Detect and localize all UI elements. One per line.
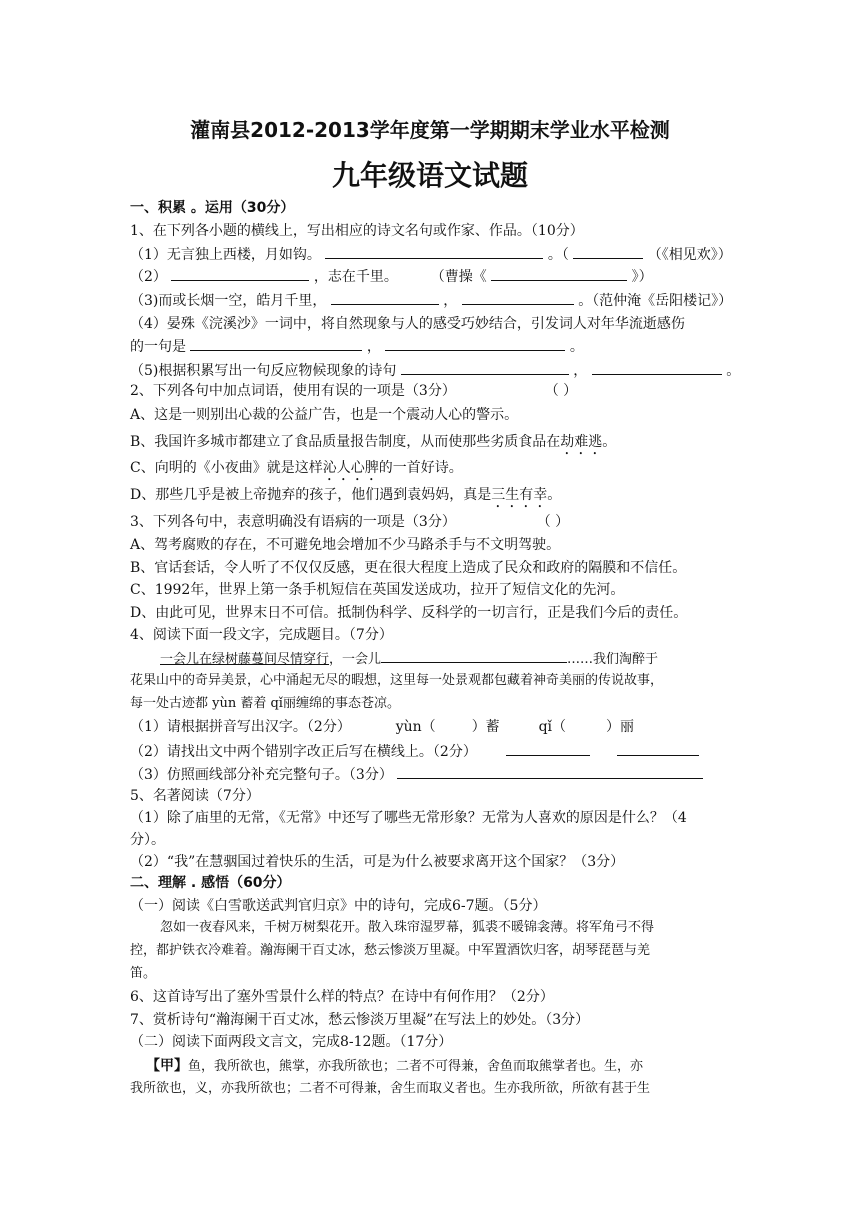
part1-heading: （一）阅读《白雪歌送武判官归京》中的诗句，完成6-7题。（5分） <box>130 898 547 914</box>
q2-b-end: 。 <box>602 434 617 450</box>
q2-option-b <box>130 432 616 458</box>
q4-yun-label: yùn（ <box>395 719 436 735</box>
answer-blank[interactable] <box>385 336 565 351</box>
q1-line4: （4）晏殊《浣溪沙》一词中，将自然现象与人的感受巧妙结合，引发词人对年华流逝感伤 <box>130 316 685 332</box>
q3-option-c: C、1992年，世界上第一条手机短信在英国发送成功，拉开了短信文化的先河。 <box>130 582 625 598</box>
exam-subtitle: 九年级语文试题 <box>331 159 528 192</box>
q2-b-dotted-word: 劫难逃 <box>560 434 603 450</box>
q4-sub1-text: （1）请根据拼音写出汉字。（2分） <box>130 719 351 735</box>
answer-blank[interactable] <box>325 244 543 259</box>
q1-line1 <box>130 244 732 265</box>
q2-answer-paren[interactable]: （ ） <box>544 383 578 399</box>
q5-sub2: （2）“我”在慧骃国过着快乐的生活，可是为什么被要求离开这个国家？（3分） <box>130 854 625 870</box>
q3-option-d: D、由此可见，世界末日不可信。抵制伪科学、反科学的一切言行，正是我们今后的责任。 <box>130 605 688 621</box>
section-1-heading: 一、积累 。运用（30分） <box>130 200 295 216</box>
q3-answer-paren[interactable]: （ ） <box>536 514 570 530</box>
q2-b-text: B、我国许多城市都建立了食品质量报告制度，从而使那些劣质食品在 <box>130 434 561 450</box>
q3-option-b: B、官话套话，令人听了不仅仅反感，更在很大程度上造成了民众和政府的隔膜和不信任。 <box>130 560 687 576</box>
q4-passage-line1 <box>160 648 658 670</box>
q1-line3 <box>130 290 732 311</box>
q2-c-dotted-word: 沁人心脾 <box>322 460 379 476</box>
q1-5-end: 。 <box>726 363 741 379</box>
q4-sub3-text: （3）仿照画线部分补充完整句子。（3分） <box>130 767 393 783</box>
q1-line4b <box>130 336 584 357</box>
poem-line2: 控，都护铁衣冷难着。瀚海阑干百丈冰，愁云惨淡万里凝。中军置酒饮归客，胡琴琵琶与羌 <box>130 943 651 958</box>
q2-option-d <box>130 485 561 511</box>
q2-c-text: C、向明的《小夜曲》就是这样 <box>130 460 323 476</box>
q5-stem: 5、名著阅读（7分） <box>130 788 260 804</box>
q5-sub1-cont: 分）。 <box>130 832 165 848</box>
answer-blank[interactable] <box>331 290 439 305</box>
q1-2-end: 》） <box>631 269 653 285</box>
q4-passage-line3: 每一处古迹都 yùn 蓄着 qǐ丽缠绵的事态苍凉。 <box>130 696 400 711</box>
q4-sub2-text: （2）请找出文中两个错别字改正后写在横线上。（2分） <box>130 744 477 760</box>
answer-blank[interactable] <box>381 648 567 663</box>
q5-sub1: （1）除了庙里的无常，《无常》中还写了哪些无常形象？无常为人喜欢的原因是什么？（4 <box>130 810 687 826</box>
q1-1-mid: 。（ <box>547 247 569 263</box>
q1-5-text: （5)根据积累写出一句反应物候现象的诗句 <box>130 363 397 379</box>
exam-title: 灌南县2012-2013学年度第一学期期末学业水平检测 <box>190 118 670 142</box>
answer-blank[interactable] <box>617 741 699 756</box>
section-2-heading: 二、理解 . 感悟（60分） <box>130 875 291 891</box>
answer-blank[interactable] <box>462 290 574 305</box>
answer-blank[interactable] <box>506 741 590 756</box>
q4-underlined-phrase: 一会儿在绿树藤蔓间尽情穿行 <box>160 652 330 667</box>
q3-stem-line <box>130 512 569 532</box>
q1-2-text: （2） <box>130 269 167 285</box>
answer-blank[interactable] <box>592 360 722 375</box>
q2-d-end: 。 <box>547 487 562 503</box>
answer-blank[interactable] <box>491 266 627 281</box>
q1-2-mid: ，志在千里。 <box>313 269 398 285</box>
q1-line5 <box>130 360 740 381</box>
q2-stem: 2、下列各句中加点词语，使用有误的一项是（3分） <box>130 383 456 399</box>
q1-1-text: （1）无言独上西楼，月如钩。 <box>130 247 321 263</box>
q1-line2 <box>130 266 653 287</box>
q4-p1-mid: ，一会儿 <box>329 652 382 667</box>
q2-c-end: 的一首好诗。 <box>378 460 463 476</box>
q1-stem: 1、在下列各小题的横线上，写出相应的诗文名句或作家、作品。（10分） <box>130 223 584 239</box>
q2-d-text: D、那些几乎是被上帝抛弃的孩子，他们遇到袁妈妈，真是 <box>130 487 492 503</box>
part2-heading: （二）阅读下面两段文言文，完成8-12题。（17分） <box>130 1034 453 1050</box>
q2-option-a: A、这是一则别出心裁的公益广告，也是一个震动人心的警示。 <box>130 407 519 423</box>
q1-3-end: 。（范仲淹《岳阳楼记》） <box>578 293 733 309</box>
q1-1-end: （《相见欢》） <box>647 247 732 263</box>
q4-sub1 <box>130 717 634 737</box>
answer-blank[interactable] <box>397 764 703 779</box>
answer-blank[interactable] <box>401 360 569 375</box>
q4-sub3 <box>130 764 703 785</box>
poem-line1: 忽如一夜春风来，千树万树梨花开。散入珠帘湿罗幕，狐裘不暖锦衾薄。将军角弓不得 <box>160 920 655 935</box>
q1-5-mid: ， <box>573 363 588 379</box>
q4-qi-label: qǐ（ <box>538 719 567 735</box>
answer-blank[interactable] <box>171 266 309 281</box>
q1-4-end: 。 <box>569 339 584 355</box>
jia-text1: 鱼，我所欲也，熊掌，亦我所欲也；二者不可得兼，舍鱼而取熊掌者也。生，亦 <box>188 1059 644 1074</box>
answer-blank[interactable] <box>190 336 362 351</box>
q1-2-author: （曹操《 <box>430 269 487 285</box>
q6: 6、这首诗写出了塞外雪景什么样的特点？在诗中有何作用？（2分） <box>130 989 554 1005</box>
q3-stem: 3、下列各句中，表意明确没有语病的一项是（3分） <box>130 514 456 530</box>
jia-line1 <box>146 1056 643 1077</box>
q2-option-c <box>130 458 463 484</box>
q2-d-dotted-word: 三生有幸 <box>491 487 548 503</box>
q1-4-text: 的一句是 <box>130 339 186 355</box>
q4-stem: 4、阅读下面一段文字，完成题目。（7分） <box>130 627 393 643</box>
jia-label: 【甲】 <box>146 1058 188 1074</box>
q1-4-mid: ， <box>366 339 381 355</box>
q1-3-text: （3)而或长烟一空，皓月千里， <box>130 293 327 309</box>
q7: 7、赏析诗句“瀚海阑干百丈冰，愁云惨淡万里凝”在写法上的妙处。（3分） <box>130 1012 590 1028</box>
q3-option-a: A、驾考腐败的存在，不可避免地会增加不少马路杀手与不文明驾驶。 <box>130 537 561 553</box>
q4-passage-line2: 花果山中的奇异美景，心中涌起无尽的暇想，这里每一处景观都包藏着神奇美丽的传说故事， <box>130 673 664 688</box>
q4-p1-end: ……我们淘醉于 <box>567 652 659 667</box>
q2-stem-line <box>130 381 577 401</box>
q4-yun-end: ）蓄 <box>471 719 500 735</box>
poem-line3: 笛。 <box>130 966 157 981</box>
answer-blank[interactable] <box>573 244 643 259</box>
q4-qi-end: ）丽 <box>606 719 635 735</box>
jia-line2: 我所欲也，义，亦我所欲也；二者不可得兼，舍生而取义者也。生亦我所欲，所欲有甚于生 <box>130 1081 651 1096</box>
q4-sub2 <box>130 741 699 762</box>
q1-3-mid: ， <box>443 293 458 309</box>
